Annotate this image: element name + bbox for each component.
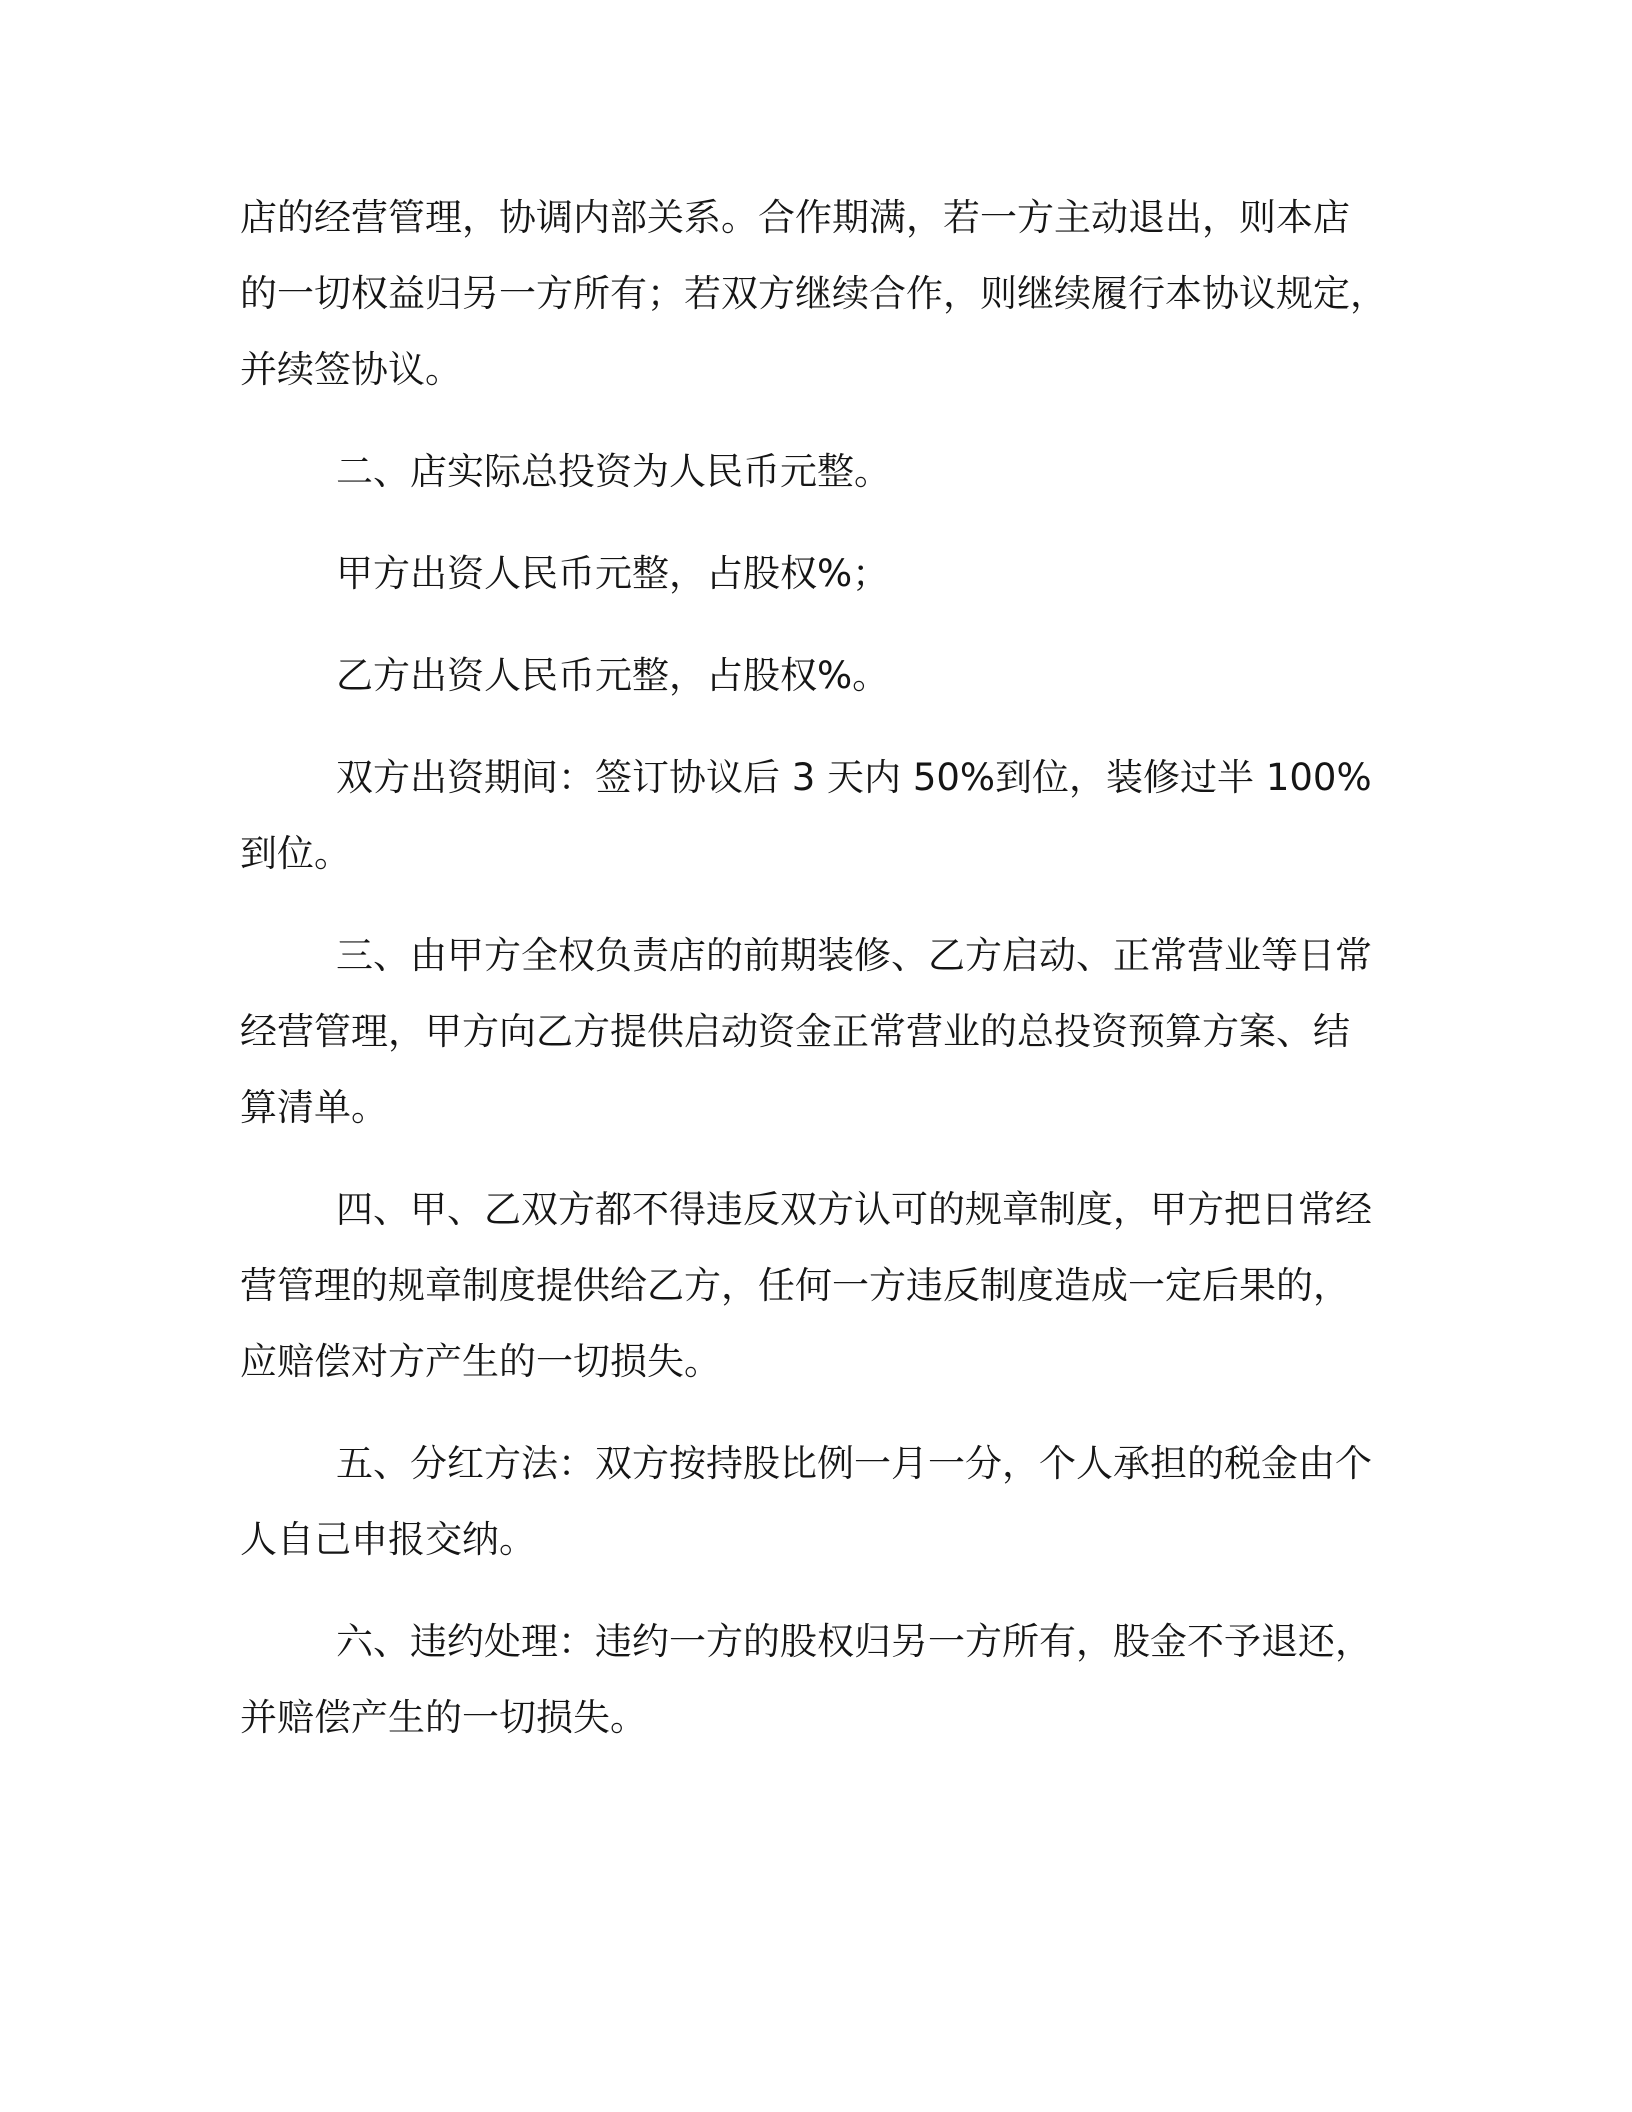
section-6: 六、违约处理：违约一方的股权归另一方所有，股金不予退还， [336, 1620, 1372, 1663]
paragraph-line: 并赔偿产生的一切损失。 [240, 1696, 647, 1739]
investment-period: 双方出资期间：签订协议后 3 天内 50%到位，装修过半 100% [336, 756, 1372, 799]
paragraph-line: 的一切权益归另一方所有；若双方继续合作，则继续履行本协议规定， [240, 272, 1387, 315]
section-4: 四、甲、乙双方都不得违反双方认可的规章制度，甲方把日常经 [336, 1188, 1372, 1231]
party-a-investment: 甲方出资人民币元整，占股权%； [336, 552, 890, 595]
paragraph-line: 经营管理，甲方向乙方提供启动资金正常营业的总投资预算方案、结 [240, 1010, 1350, 1053]
paragraph-line: 并续签协议。 [240, 348, 462, 391]
party-b-investment: 乙方出资人民币元整，占股权%。 [336, 654, 890, 697]
paragraph-line: 人自己申报交纳。 [240, 1518, 536, 1561]
paragraph-line: 算清单。 [240, 1086, 388, 1129]
section-2-heading: 二、店实际总投资为人民币元整。 [336, 450, 891, 493]
paragraph-line: 店的经营管理，协调内部关系。合作期满，若一方主动退出，则本店 [240, 196, 1350, 239]
section-3: 三、由甲方全权负责店的前期装修、乙方启动、正常营业等日常 [336, 934, 1372, 977]
paragraph-line: 到位。 [240, 832, 351, 875]
paragraph-line: 应赔偿对方产生的一切损失。 [240, 1340, 721, 1383]
paragraph-line: 营管理的规章制度提供给乙方，任何一方违反制度造成一定后果的， [240, 1264, 1350, 1307]
section-5: 五、分红方法：双方按持股比例一月一分，个人承担的税金由个 [336, 1442, 1372, 1485]
